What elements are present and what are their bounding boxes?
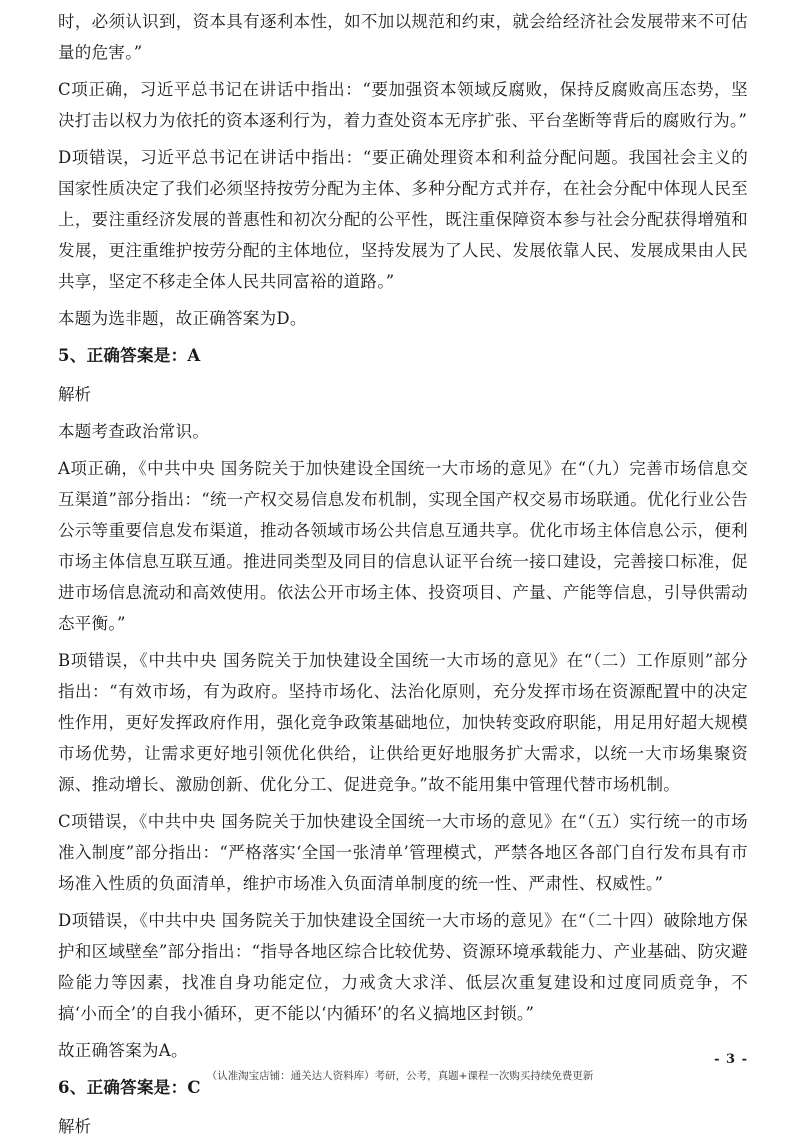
question-5-intro: 本题考查政治常识。 [58,422,210,441]
page-content [58,6,748,1148]
paragraph: D项错误，习近平总书记在讲话中指出：“要正确处理资本和利益分配问题。我国社会主义的国家性质决定了我们必须坚持按劳分配为主体、多种分配方式并存，在社会分配中体现人民至上，要注重经济发展的普惠性和初次分配的公平性，既注重保障资本参与社会分配获得增殖和发展，更注重维护按劳分配的主体地位，坚持发展为了人民、发展依靠人民、发展成果由人民共享，坚定不移走全体人民共同富裕的道路。” [58,148,748,291]
page-footer: （认准淘宝店铺：通关达人资料库）考研，公考，真题+课程一次购买持续免费更新 [206,1070,594,1082]
question-6-answer-heading: 6、正确答案是：C [58,1078,201,1097]
paragraph: 时，必须认识到，资本具有逐利本性，如不加以规范和约束，就会给经济社会发展带来不可估量的危害。” [58,12,748,62]
question-5-answer-heading: 5、正确答案是：A [58,346,201,365]
question-5-analysis-label: 解析 [58,385,91,404]
question-6-analysis-label: 解析 [58,1117,91,1136]
question-5-option-c: C项错误，《中共中央 国务院关于加快建设全国统一大市场的意见》在“（五）实行统一的市场准入制度”部分指出：“严格落实‘全国一张清单’管理模式，严禁各地区各部门自行发布具有市场准入性质的负面清单，维护市场准入负面清单制度的统一性、严肃性、权威性。” [58,812,748,893]
paragraph: 本题为选非题，故正确答案为D。 [58,309,307,328]
question-5-option-a: A项正确，《中共中央 国务院关于加快建设全国统一大市场的意见》在“（九）完善市场信息交互渠道”部分指出：“统一产权交易信息发布机制，实现全国产权交易市场联通。优化行业公告公示等重要信息发布渠道，推动各领域市场公共信息互通共享。优化市场主体信息公示，便利市场主体信息互联互通。推进同类型及同目的信息认证平台统一接口建设，完善接口标准，促进市场信息流动和高效使用。依法公开市场主体、投资项目、产量、产能等信息，引导供需动态平衡。” [58,459,748,633]
question-5-conclusion: 故正确答案为A。 [58,1041,188,1060]
question-5-option-d: D项错误，《中共中央 国务院关于加快建设全国统一大市场的意见》在“（二十四）破除地方保护和区域壁垒”部分指出：“指导各地区综合比较优势、资源环境承载能力、产业基础、防灾避险能力等因素，找准自身功能定位，力戒贪大求洋、低层次重复建设和过度同质竞争，不搞‘小而全’的自我小循环，更不能以‘内循环’的名义搞地区封锁。” [58,911,748,1023]
page-number: - 3 - [714,1052,748,1067]
paragraph: C项正确，习近平总书记在讲话中指出：“要加强资本领域反腐败，保持反腐败高压态势，坚决打击以权力为依托的资本逐利行为，着力查处资本无序扩张、平台垄断等背后的腐败行为。” [58,80,748,130]
question-5-option-b: B项错误，《中共中央 国务院关于加快建设全国统一大市场的意见》在“（二）工作原则”部分指出：“有效市场，有为政府。坚持市场化、法治化原则，充分发挥市场在资源配置中的决定性作用，更好发挥政府作用，强化竞争政策基础地位，加快转变政府职能，用足用好超大规模市场优势，让需求更好地引领优化供给，让供给更好地服务扩大需求，以统一大市场集聚资源、推动增长、激励创新、优化分工、促进竞争。”故不能用集中管理代替市场机制。 [58,651,748,794]
